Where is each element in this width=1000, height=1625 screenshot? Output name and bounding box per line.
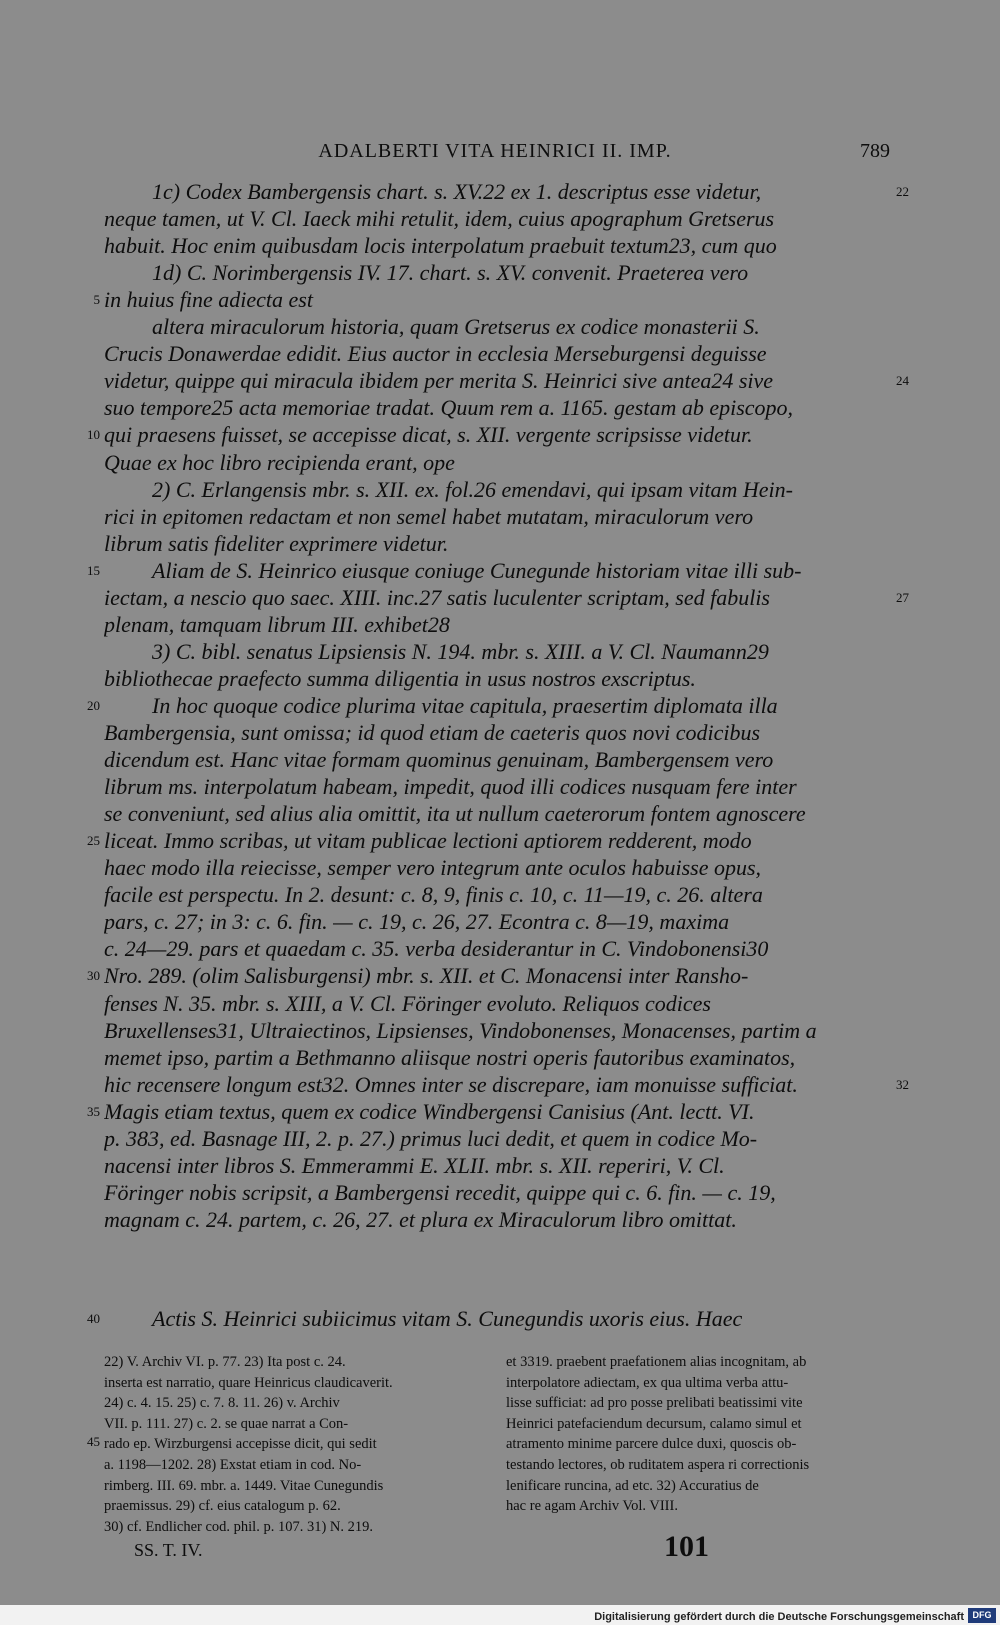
footnote-line: et 3319. praebent praefationem alias incognitam, ab bbox=[506, 1354, 807, 1370]
footer-bar bbox=[0, 1605, 1000, 1625]
line-number: 20 bbox=[87, 698, 100, 713]
line-number: 15 bbox=[87, 563, 100, 578]
body-line: neque tamen, ut V. Cl. Iaeck mihi retulit, idem, cuius apographum Gretserus bbox=[104, 206, 775, 231]
footnote-line: inserta est narratio, quare Heinricus claudicaverit. bbox=[104, 1375, 393, 1391]
line-number: 10 bbox=[87, 427, 100, 442]
footnote-line: lenificare runcina, ad etc. 32) Accuratius de bbox=[506, 1478, 759, 1494]
footnote-line: rado ep. Wirzburgensi accepisse dicit, qui sedit bbox=[104, 1436, 377, 1452]
footnote-line: lisse sufficiat: ad pro posse prelibati beatissimi vite bbox=[506, 1395, 803, 1411]
footer-credit: Digitalisierung gefördert durch die Deutsche Forschungsgemeinschaft bbox=[594, 1611, 964, 1623]
margin-footnote-ref: 22 bbox=[896, 184, 909, 199]
body-line: bibliothecae praefecto summa diligentia in usus nostros exscriptus. bbox=[104, 666, 696, 691]
margin-footnote-ref: 24 bbox=[896, 373, 909, 388]
footnote-line: VII. p. 111. 27) c. 2. se quae narrat a Con- bbox=[104, 1416, 349, 1432]
running-header bbox=[100, 140, 890, 170]
margin-footnote-ref: 32 bbox=[896, 1077, 909, 1092]
footnote-line: 30) cf. Endlicher cod. phil. p. 107. 31) N. 219. bbox=[104, 1519, 374, 1535]
body-line: nacensi inter libros S. Emmerammi E. XLII. mbr. s. XII. reperiri, V. Cl. bbox=[104, 1153, 725, 1178]
footnote-line: 24) c. 4. 15. 25) c. 7. 8. 11. 26) v. Archiv bbox=[104, 1395, 340, 1411]
body-line: In hoc quoque codice plurima vitae capitula, praesertim diplomata illa bbox=[152, 693, 778, 718]
body-line: altera miraculorum historia, quam Gretserus ex codice monasterii S. bbox=[152, 314, 760, 339]
body-line: Nro. 289. (olim Salisburgensi) mbr. s. XII. et C. Monacensi inter Ransho- bbox=[104, 963, 749, 988]
body-line: facile est perspectu. In 2. desunt: c. 8, 9, finis c. 10, c. 11—19, c. 26. altera bbox=[104, 882, 763, 907]
footnote-line: rimberg. III. 69. mbr. a. 1449. Vitae Cunegundis bbox=[104, 1478, 384, 1494]
sheet-number: 101 bbox=[664, 1530, 709, 1563]
line-number: 5 bbox=[93, 292, 100, 307]
running-title: ADALBERTI VITA HEINRICI II. IMP. bbox=[318, 140, 672, 162]
footnote-line: testando lectores, ob ruditatem aspera ri correctionis bbox=[506, 1457, 810, 1473]
body-line: in huius fine adiecta est bbox=[104, 287, 313, 312]
body-line: se conveniunt, sed alius alia omittit, ita ut nullum caeterorum fontem agnoscere bbox=[104, 801, 806, 826]
footnote-line-number: 45 bbox=[87, 1434, 100, 1449]
body-line: videtur, quippe qui miracula ibidem per merita S. Heinrici sive antea24 sive bbox=[104, 368, 774, 393]
body-line: haec modo illa reiecisse, semper vero integrum ante oculos habuisse opus, bbox=[104, 855, 762, 880]
body-line: qui praesens fuisset, se accepisse dicat, s. XII. vergente scripsisse videtur. bbox=[104, 422, 753, 447]
signature-mark: SS. T. IV. bbox=[134, 1540, 203, 1560]
body-line: Crucis Donawerdae edidit. Eius auctor in ecclesia Merseburgensi deguisse bbox=[104, 341, 767, 366]
footnote-line: a. 1198—1202. 28) Exstat etiam in cod. No- bbox=[104, 1457, 362, 1473]
body-line: dicendum est. Hanc vitae formam quominus genuinam, Bambergensem vero bbox=[104, 747, 774, 772]
body-line: iectam, a nescio quo saec. XIII. inc.27 satis luculenter scriptam, sed fabulis bbox=[104, 585, 770, 610]
body-line: Bambergensia, sunt omissa; id quod etiam de caeteris quos novi codicibus bbox=[104, 720, 761, 745]
body-line: librum ms. interpolatum habeam, impedit, quod illi codices nusquam fere inter bbox=[104, 774, 797, 799]
body-line: plenam, tamquam librum III. exhibet28 bbox=[104, 612, 450, 637]
footnote-line: Heinrici patefaciendum decursum, calamo simul et bbox=[506, 1416, 802, 1432]
footnote-line: hac re agam Archiv Vol. VIII. bbox=[506, 1498, 678, 1514]
body-line: 1d) C. Norimbergensis IV. 17. chart. s. XV. convenit. Praeterea vero bbox=[152, 260, 749, 285]
body-line: Magis etiam textus, quem ex codice Windbergensi Canisius (Ant. lectt. VI. bbox=[104, 1099, 755, 1124]
line-number: 30 bbox=[87, 968, 100, 983]
line-number: 25 bbox=[87, 833, 100, 848]
body-line: Actis S. Heinrici subiicimus vitam S. Cunegundis uxoris eius. Haec bbox=[152, 1306, 743, 1331]
footnote-line: 22) V. Archiv VI. p. 77. 23) Ita post c. 24. bbox=[104, 1354, 346, 1370]
body-line: Quae ex hoc libro recipienda erant, ope bbox=[104, 450, 455, 475]
body-line: c. 24—29. pars et quaedam c. 35. verba desiderantur in C. Vindobonensi30 bbox=[104, 936, 769, 961]
body-line: fenses N. 35. mbr. s. XIII, a V. Cl. Föringer evoluto. Reliquos codices bbox=[104, 991, 711, 1016]
body-line: habuit. Hoc enim quibusdam locis interpolatum praebuit textum23, cum quo bbox=[104, 233, 777, 258]
body-line: Aliam de S. Heinrico eiusque coniuge Cunegunde historiam vitae illi sub- bbox=[152, 558, 802, 583]
body-line: 2) C. Erlangensis mbr. s. XII. ex. fol.26 emendavi, qui ipsam vitam Hein- bbox=[152, 477, 793, 502]
body-line: suo tempore25 acta memoriae tradat. Quum rem a. 1165. gestam ab episcopo, bbox=[104, 395, 794, 420]
line-number: 40 bbox=[87, 1311, 100, 1326]
body-line: memet ipso, partim a Bethmanno aliisque nostri operis fautoribus examinatos, bbox=[104, 1045, 796, 1070]
margin-footnote-ref: 27 bbox=[896, 590, 909, 605]
dfg-logo-icon: DFG bbox=[968, 1608, 996, 1623]
footnote-line: praemissus. 29) cf. eius catalogum p. 62. bbox=[104, 1498, 341, 1514]
body-line: Föringer nobis scripsit, a Bambergensi recedit, quippe qui c. 6. fin. — c. 19, bbox=[104, 1180, 776, 1205]
line-number: 35 bbox=[87, 1104, 100, 1119]
body-line: pars, c. 27; in 3: c. 6. fin. — c. 19, c. 26, 27. Econtra c. 8—19, maxima bbox=[104, 909, 730, 934]
body-line: 1c) Codex Bambergensis chart. s. XV.22 ex 1. descriptus esse videtur, bbox=[152, 179, 762, 204]
body-line: p. 383, ed. Basnage III, 2. p. 27.) primus luci dedit, et quem in codice Mo- bbox=[104, 1126, 758, 1151]
body-line: 3) C. bibl. senatus Lipsiensis N. 194. mbr. s. XIII. a V. Cl. Naumann29 bbox=[152, 639, 769, 664]
footnote-line: atramento minime parcere dulce duxi, quoscis ob- bbox=[506, 1436, 797, 1452]
body-line: liceat. Immo scribas, ut vitam publicae lectioni aptiorem redderent, modo bbox=[104, 828, 752, 853]
body-line: librum satis fideliter exprimere videtur. bbox=[104, 531, 449, 556]
page-number: 789 bbox=[860, 140, 890, 162]
body-line: hic recensere longum est32. Omnes inter se discrepare, iam monuisse sufficiat. bbox=[104, 1072, 798, 1097]
footnote-line: interpolatore adiectam, ex qua ultima verba attu- bbox=[506, 1375, 789, 1391]
body-line: rici in epitomen redactam et non semel habet mutatam, miraculorum vero bbox=[104, 504, 754, 529]
body-line: magnam c. 24. partem, c. 26, 27. et plura ex Miraculorum libro omittat. bbox=[104, 1207, 737, 1232]
body-line: Bruxellenses31, Ultraiectinos, Lipsienses, Vindobonenses, Monacenses, partim a bbox=[104, 1018, 817, 1043]
